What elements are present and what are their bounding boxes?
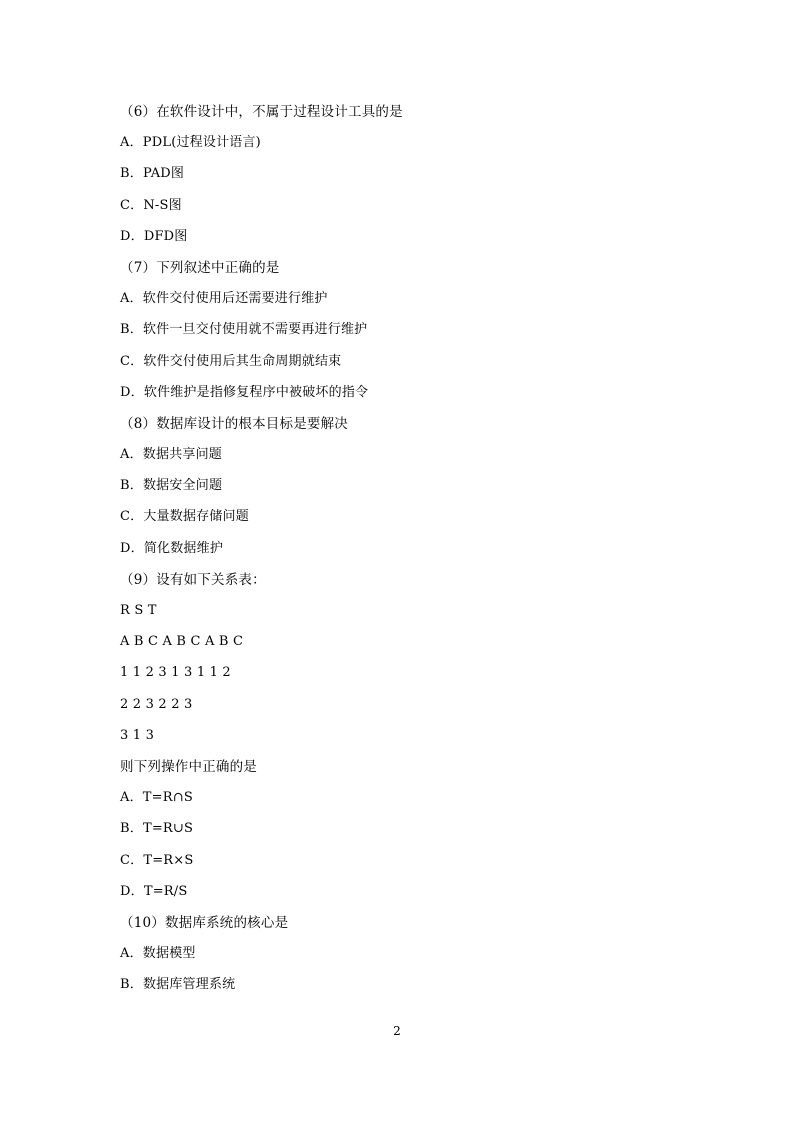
question-9-stem: 则下列操作中正确的是 xyxy=(120,758,257,775)
relation-table-row: 3 1 3 xyxy=(120,727,155,743)
option-7c: C．软件交付使用后其生命周期就结束 xyxy=(120,353,342,369)
question-6: （6）在软件设计中，不属于过程设计工具的是 xyxy=(120,104,403,120)
page-content xyxy=(120,101,680,1005)
option-6d: D．DFD图 xyxy=(120,228,188,244)
relation-table-header: A B C A B C A B C xyxy=(120,634,244,650)
option-8d: D．简化数据维护 xyxy=(120,540,224,556)
option-6b: B．PAD图 xyxy=(120,166,185,182)
option-9d: D．T=R/S xyxy=(120,883,188,899)
option-10a: A．数据模型 xyxy=(120,946,196,962)
option-7b: B．软件一旦交付使用就不需要再进行维护 xyxy=(120,322,368,338)
option-8a: A．数据共享问题 xyxy=(120,447,222,463)
option-7d: D．软件维护是指修复程序中被破坏的指令 xyxy=(120,384,369,400)
option-8b: B．数据安全问题 xyxy=(120,478,223,494)
option-9b: B．T=R∪S xyxy=(120,821,194,837)
question-8: （8）数据库设计的根本目标是要解决 xyxy=(120,415,348,432)
option-10b: B．数据库管理系统 xyxy=(120,977,236,993)
question-7: （7）下列叙述中正确的是 xyxy=(120,259,280,276)
option-6c: C．N-S图 xyxy=(120,197,182,213)
option-9a: A．T=R∩S xyxy=(120,790,193,806)
option-6a: A．PDL(过程设计语言) xyxy=(120,135,261,151)
option-7a: A．软件交付使用后还需要进行维护 xyxy=(120,291,328,307)
relation-table-row: 1 1 2 3 1 3 1 1 2 xyxy=(120,665,231,681)
option-9c: C．T=R×S xyxy=(120,852,194,868)
option-8c: C．大量数据存储问题 xyxy=(120,509,249,525)
question-10: （10）数据库系统的核心是 xyxy=(120,914,289,931)
relation-table-names: R S T xyxy=(120,603,157,618)
page-number: 2 xyxy=(393,1024,401,1038)
relation-table-row: 2 2 3 2 2 3 xyxy=(120,696,193,712)
question-9: （9）设有如下关系表： xyxy=(120,571,266,588)
